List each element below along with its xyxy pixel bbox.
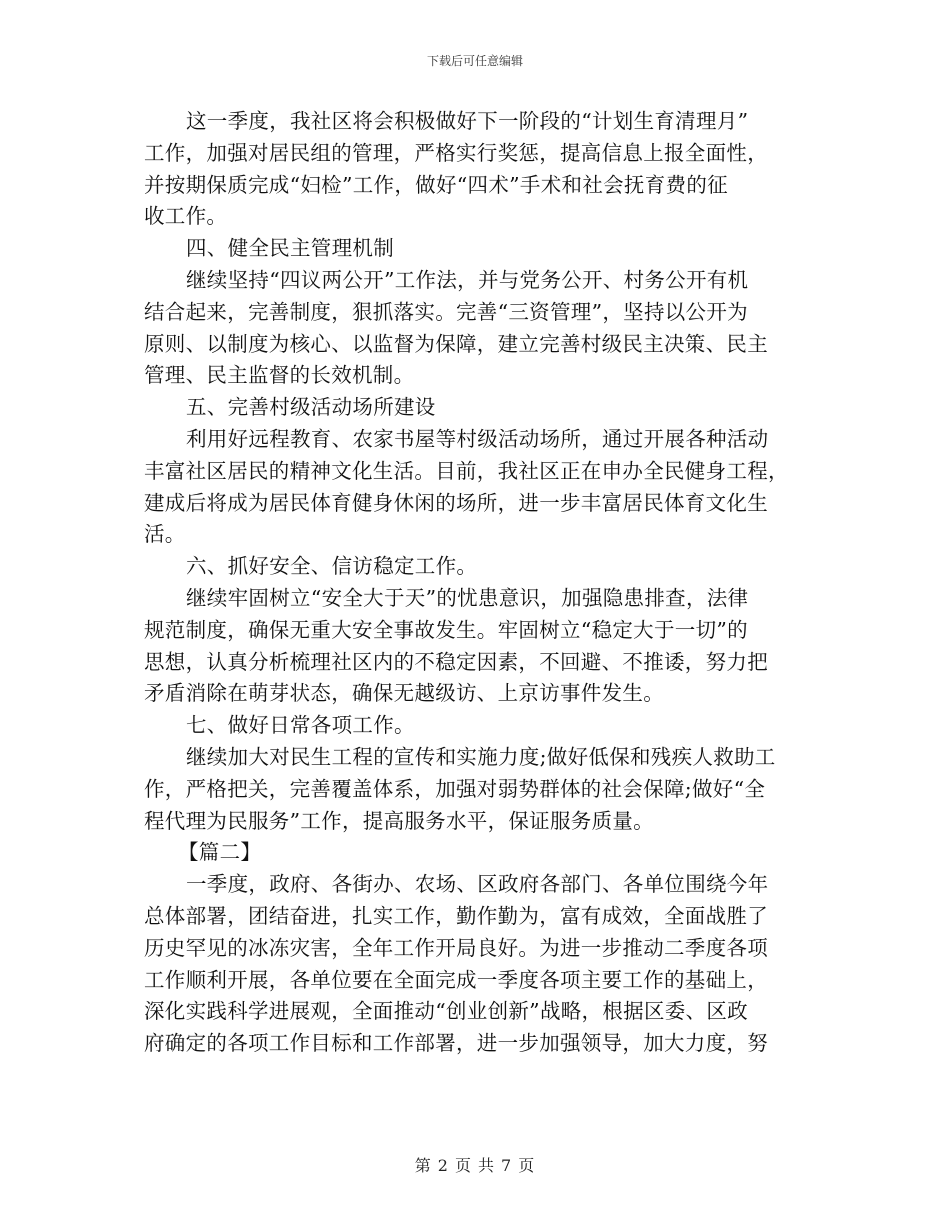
footer-total-pages: 7 xyxy=(501,1156,513,1175)
footer-middle: 页 共 xyxy=(454,1156,496,1175)
footer-prefix: 第 xyxy=(414,1156,432,1175)
footer-suffix: 页 xyxy=(518,1156,536,1175)
text-line: 【篇二】 xyxy=(178,840,262,865)
text-line: 工作顺利开展，各单位要在全面完成一季度各项主要工作的基础上， xyxy=(144,967,768,992)
text-line: 这一季度，我社区将会积极做好下一阶段的“计划生育清理月” xyxy=(186,109,749,133)
text-line: 管理、民主监督的长效机制。 xyxy=(144,363,415,388)
text-line: 工作，加强对居民组的管理，严格实行奖惩，提高信息上报全面性， xyxy=(144,140,768,165)
text-line: 总体部署，团结奋进，扎实工作，勤作勤为，富有成效，全面战胜了 xyxy=(144,903,768,928)
text-line: 矛盾消除在萌芽状态，确保无越级访、上京访事件发生。 xyxy=(144,681,664,706)
document-body xyxy=(144,106,804,1060)
page-footer xyxy=(0,1153,950,1176)
text-line: 并按期保质完成“妇检”工作，做好“四术”手术和社会抚育费的征 xyxy=(144,172,728,197)
text-line: 府确定的各项工作目标和工作部署，进一步加强领导，加大力度，努 xyxy=(144,1031,768,1056)
text-line: 继续坚持“四议两公开”工作法，并与党务公开、村务公开有机 xyxy=(186,267,749,292)
text-line: 利用好远程教育、农家书屋等村级活动场所，通过开展各种活动 xyxy=(186,426,769,451)
text-line: 一季度，政府、各街办、农场、区政府各部门、各单位围绕今年 xyxy=(186,872,769,897)
text-line: 程代理为民服务”工作，提高服务水平，保证服务质量。 xyxy=(144,808,654,833)
text-line: 收工作。 xyxy=(144,204,228,229)
text-line: 原则、以制度为核心、以监督为保障，建立完善村级民主决策、民主 xyxy=(144,331,768,356)
text-line: 继续牢固树立“安全大于天”的忧患意识，加强隐患排查，法律 xyxy=(186,585,749,610)
text-line: 继续加大对民生工程的宣传和实施力度;做好低保和残疾人救助工 xyxy=(186,744,776,769)
text-line: 四、健全民主管理机制 xyxy=(186,236,394,261)
footer-current-page: 2 xyxy=(437,1156,449,1175)
text-line: 活。 xyxy=(144,522,186,547)
text-line: 历史罕见的冰冻灾害，全年工作开局良好。为进一步推动二季度各项 xyxy=(144,935,768,960)
text-line: 作，严格把关，完善覆盖体系，加强对弱势群体的社会保障;做好“全 xyxy=(144,776,766,801)
text-line: 思想，认真分析梳理社区内的不稳定因素，不回避、不推诿，努力把 xyxy=(144,649,768,674)
text-line: 七、做好日常各项工作。 xyxy=(186,713,415,738)
text-line: 建成后将成为居民体育健身休闲的场所，进一步丰富居民体育文化生 xyxy=(144,490,768,515)
text-line: 深化实践科学进展观，全面推动“创业创新”战略，根据区委、区政 xyxy=(144,999,748,1024)
page-header: 下载后可任意编辑 xyxy=(426,54,523,68)
text-line: 五、完善村级活动场所建设 xyxy=(186,395,436,420)
text-line: 丰富社区居民的精神文化生活。目前，我社区正在申办全民健身工程， xyxy=(144,458,789,483)
text-line: 结合起来，完善制度，狠抓落实。完善“三资管理”，坚持以公开为 xyxy=(144,299,748,324)
text-line: 六、抓好安全、信访稳定工作。 xyxy=(186,554,478,579)
text-line: 规范制度，确保无重大安全事故发生。牢固树立“稳定大于一切”的 xyxy=(144,617,748,642)
